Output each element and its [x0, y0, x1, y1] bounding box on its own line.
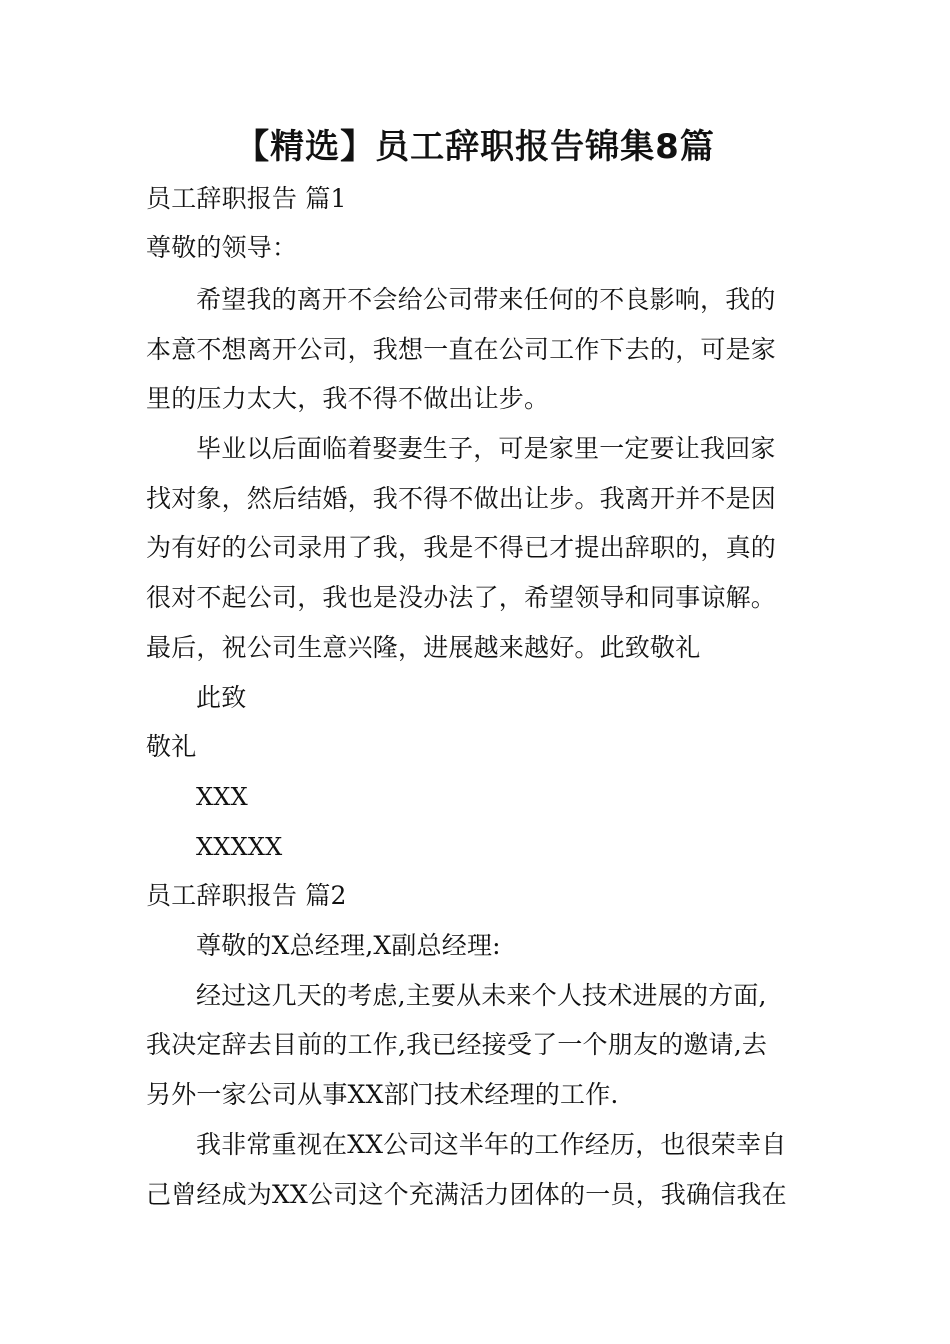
paragraph-line: 最后，祝公司生意兴隆，进展越来越好。此致敬礼 — [146, 633, 701, 662]
paragraph-line: 很对不起公司，我也是没办法了，希望领导和同事谅解。 — [146, 583, 777, 612]
paragraph-line: 本意不想离开公司，我想一直在公司工作下去的，可是家 — [146, 335, 777, 364]
paragraph-line: 里的压力太大，我不得不做出让步。 — [146, 384, 550, 413]
closing-line: 敬礼 — [146, 732, 197, 761]
paragraph-line: 希望我的离开不会给公司带来任何的不良影响，我的 — [196, 285, 776, 314]
signature-name: XXX — [196, 783, 248, 811]
paragraph-line: 己曾经成为XX公司这个充满活力团体的一员，我确信我在 — [146, 1180, 787, 1209]
paragraph-line: 毕业以后面临着娶妻生子，可是家里一定要让我回家 — [196, 434, 776, 463]
paragraph-line: 我非常重视在XX公司这半年的工作经历，也很荣幸自 — [196, 1130, 787, 1159]
paragraph-line: 经过这几天的考虑,主要从未来个人技术进展的方面, — [196, 981, 767, 1010]
salutation-2: 尊敬的X总经理,X副总经理: — [196, 931, 501, 960]
paragraph-line: 找对象，然后结婚，我不得不做出让步。我离开并不是因 — [146, 484, 777, 513]
closing-line: 此致 — [196, 683, 247, 712]
paragraph-line: 另外一家公司从事XX部门技术经理的工作. — [146, 1080, 619, 1109]
paragraph-line: 为有好的公司录用了我，我是不得已才提出辞职的，真的 — [146, 533, 777, 562]
paragraph-line: 我决定辞去目前的工作,我已经接受了一个朋友的邀请,去 — [146, 1030, 768, 1059]
document-title: 【精选】员工辞职报告锦集8篇 — [235, 127, 715, 167]
section-heading-2: 员工辞职报告 篇2 — [146, 881, 347, 910]
section-heading-1: 员工辞职报告 篇1 — [146, 184, 347, 213]
salutation-1: 尊敬的领导： — [146, 233, 298, 262]
signature-date: XXXXX — [196, 833, 283, 861]
